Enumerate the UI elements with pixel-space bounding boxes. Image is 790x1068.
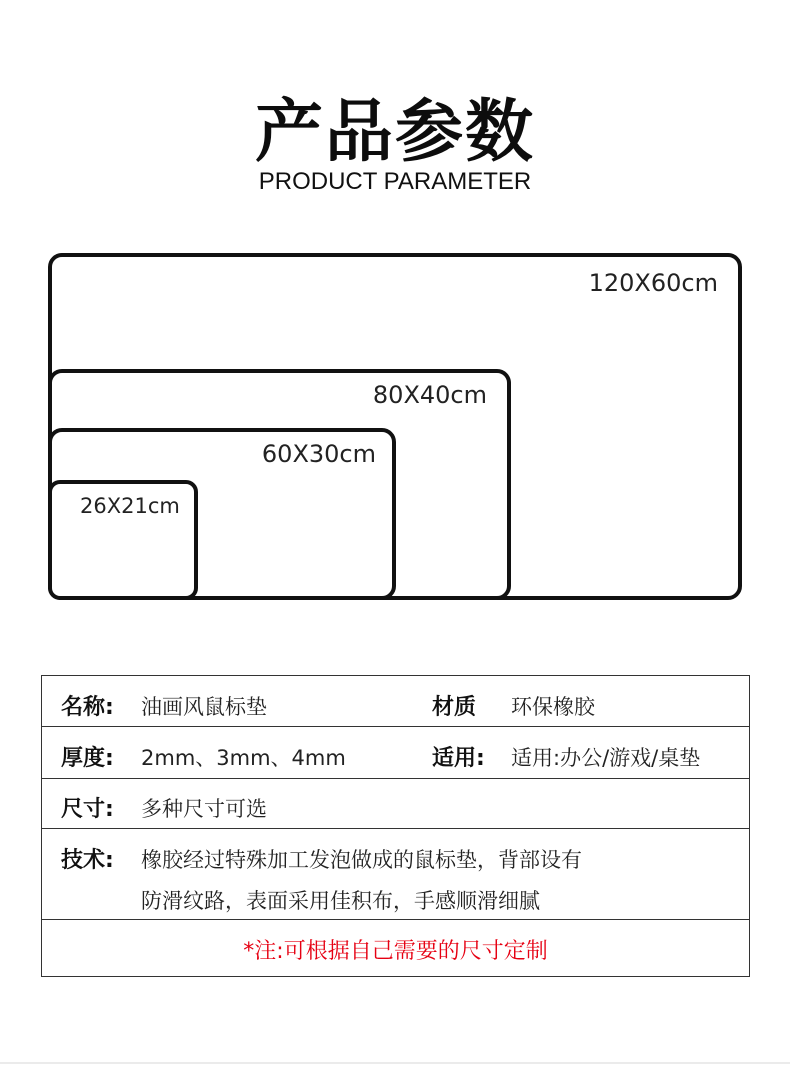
spec-row-technology — [42, 829, 749, 920]
tech-line-2: 防滑纹路，表面采用佳积布，手感顺滑细腻 — [141, 889, 540, 913]
size-value: 多种尺寸可选 — [141, 797, 267, 821]
name-label: 名称: — [61, 695, 114, 720]
size-label-26x21: 26X21cm — [80, 494, 180, 518]
usage-label: 适用: — [432, 746, 485, 771]
usage-value: 适用:办公/游戏/桌垫 — [511, 746, 701, 770]
spec-row-name — [42, 676, 749, 727]
size-label-120x60: 120X60cm — [588, 269, 718, 297]
bottom-divider — [0, 1062, 790, 1064]
size-label-80x40: 80X40cm — [372, 381, 487, 409]
size-box-26x21 — [48, 480, 198, 600]
page-title-cn: 产品参数 — [254, 93, 535, 172]
spec-row-note — [42, 920, 749, 976]
size-label: 尺寸: — [61, 797, 114, 822]
spec-table — [41, 675, 750, 977]
tech-line-1: 橡胶经过特殊加工发泡做成的鼠标垫，背部设有 — [141, 848, 582, 872]
page-title-en: PRODUCT PARAMETER — [258, 168, 532, 195]
tech-label: 技术: — [61, 848, 114, 873]
custom-size-note: *注:可根据自己需要的尺寸定制 — [243, 939, 548, 964]
size-label-60x30: 60X30cm — [261, 440, 376, 468]
thickness-value: 2mm、3mm、4mm — [141, 746, 346, 770]
material-label: 材质 — [432, 695, 477, 720]
material-value: 环保橡胶 — [511, 695, 595, 719]
name-value: 油画风鼠标垫 — [141, 695, 267, 719]
thickness-label: 厚度: — [61, 746, 114, 771]
spec-row-thickness — [42, 727, 749, 779]
spec-row-size — [42, 779, 749, 829]
